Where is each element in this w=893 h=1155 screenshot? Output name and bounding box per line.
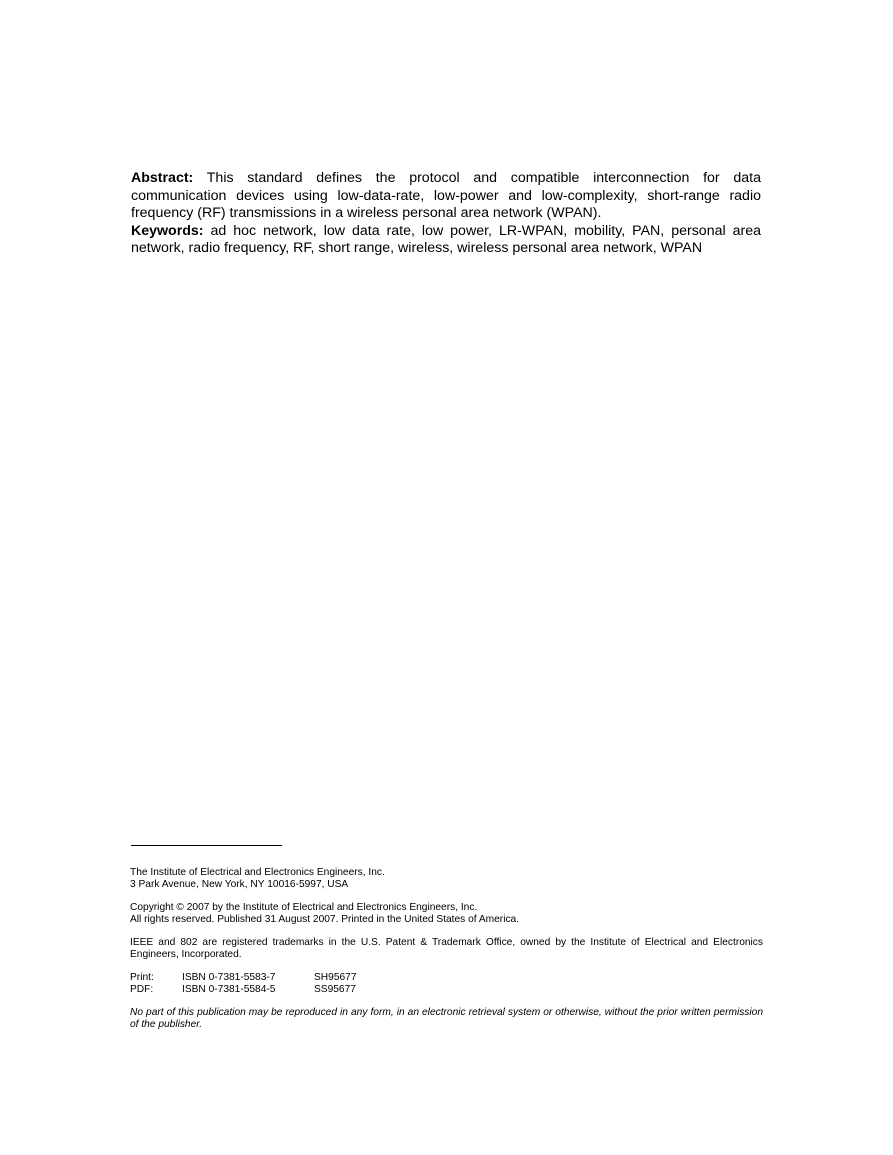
isbn-format: PDF: [130, 984, 154, 995]
isbn-row-pdf [130, 984, 763, 996]
abstract-section [131, 170, 761, 258]
publisher-info [130, 867, 763, 891]
keywords-label: Keywords: [131, 222, 204, 239]
isbn-list [130, 972, 763, 996]
copyright-info [130, 902, 763, 926]
publisher-address: 3 Park Avenue, New York, NY 10016-5997, USA [130, 879, 349, 890]
keywords-paragraph [131, 223, 761, 258]
copyright-line: Copyright © 2007 by the Institute of Electrical and Electronics Engineers, Inc. [130, 902, 478, 913]
abstract-text: This standard defines the protocol and compatible interconnection for data communication devices using low-data-rate, low-power and low-complexity, short-range radio frequency (RF) transmissions in a wireless personal area network (WPAN). [131, 170, 762, 221]
trademark-text: IEEE and 802 are registered trademarks in the U.S. Patent & Trademark Office, owned by the Institute of Electrical and Electronics Engineers, Incorporated. [130, 937, 763, 960]
abstract-paragraph [131, 170, 761, 223]
isbn-number: ISBN 0-7381-5584-5 [182, 984, 276, 995]
keywords-text: ad hoc network, low data rate, low power, LR-WPAN, mobility, PAN, personal area network, radio frequency, RF, short range, wireless, wireless personal area network, WPAN [131, 222, 761, 256]
isbn-code: SH95677 [314, 972, 357, 983]
isbn-code: SS95677 [314, 984, 356, 995]
publisher-name: The Institute of Electrical and Electronics Engineers, Inc. [130, 867, 385, 878]
isbn-format: Print: [130, 972, 154, 983]
isbn-row-print [130, 972, 763, 984]
isbn-number: ISBN 0-7381-5583-7 [182, 972, 276, 983]
trademark-notice [130, 937, 763, 961]
notice-text: No part of this publication may be reproduced in any form, in an electronic retrieval system or otherwise, without the prior written permission of the publisher. [130, 1007, 763, 1030]
reproduction-notice [130, 1007, 763, 1031]
footnote-divider [131, 845, 282, 846]
abstract-label: Abstract: [131, 170, 194, 186]
rights-line: All rights reserved. Published 31 August 2007. Printed in the United States of America. [130, 914, 520, 925]
